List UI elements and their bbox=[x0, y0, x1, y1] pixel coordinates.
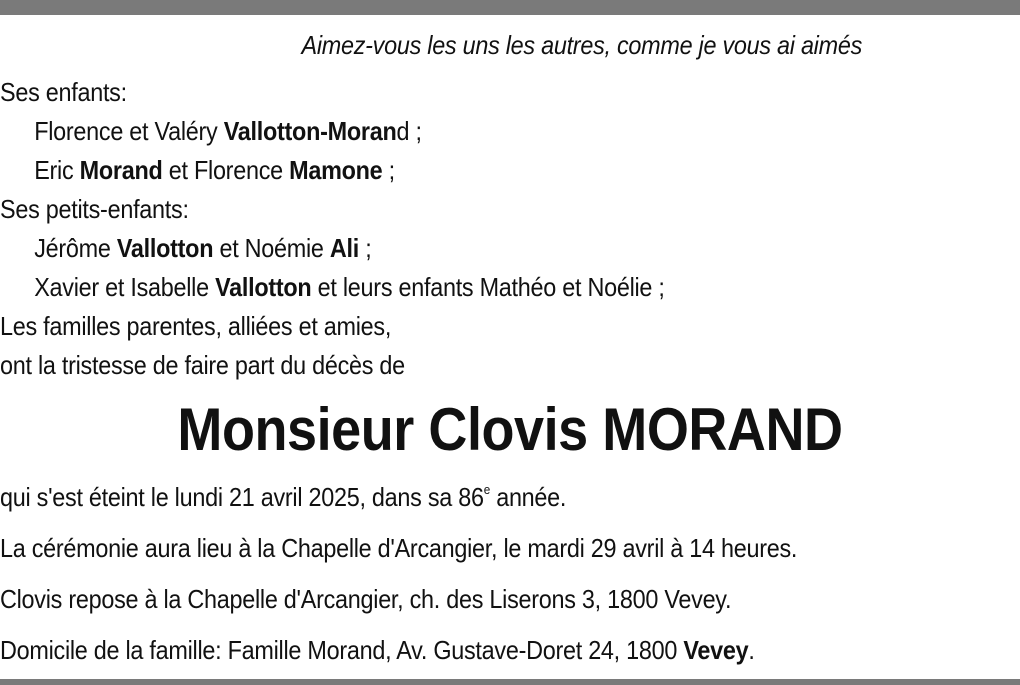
child-line-2: Eric Morand et Florence Mamone ; bbox=[34, 155, 395, 185]
child-line-1: Florence et Valéry Vallotton-Morand ; bbox=[34, 116, 422, 146]
family-home-line: Domicile de la famille: Famille Morand, Av. Gustave-Doret 24, 1800 Vevey. bbox=[0, 635, 755, 665]
epigraph: Aimez-vous les uns les autres, comme je vous ai aimés bbox=[301, 30, 863, 60]
deceased-name: Monsieur Clovis MORAND bbox=[177, 396, 843, 463]
families-line: Les familles parentes, alliées et amies, bbox=[0, 311, 392, 341]
grandchild-line-1: Jérôme Vallotton et Noémie Ali ; bbox=[34, 233, 372, 263]
grandchild-line-2: Xavier et Isabelle Vallotton et leurs enfants Mathéo et Noélie ; bbox=[34, 272, 665, 302]
top-border bbox=[0, 0, 1020, 15]
bottom-border bbox=[0, 679, 1020, 685]
announcement-line: ont la tristesse de faire part du décès de bbox=[0, 350, 405, 380]
grandchildren-heading: Ses petits-enfants: bbox=[0, 194, 189, 224]
rests-line: Clovis repose à la Chapelle d'Arcangier, ch. des Liserons 3, 1800 Vevey. bbox=[0, 584, 732, 614]
children-heading: Ses enfants: bbox=[0, 77, 127, 107]
ceremony-line: La cérémonie aura lieu à la Chapelle d'Arcangier, le mardi 29 avril à 14 heures. bbox=[0, 533, 798, 563]
death-date-line: qui s'est éteint le lundi 21 avril 2025, dans sa 86e année. bbox=[0, 482, 567, 512]
